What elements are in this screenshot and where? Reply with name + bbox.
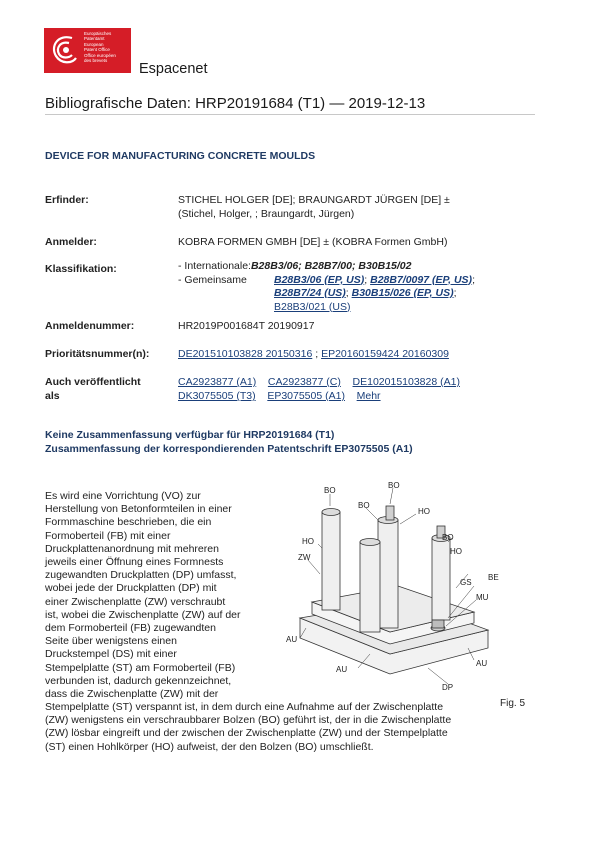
priority-value: DE201510103828 20150316 ; EP20160159424 20160309 [178,348,449,360]
priority-link-2[interactable]: EP20160159424 20160309 [321,348,449,360]
label-gs: GS [460,578,472,587]
classification-international: - Internationale:B28B3/06; B28B7/00; B30B15/02 [178,260,412,272]
classification-value: - Internationale:B28B3/06; B28B7/00; B30B15/02 - Gemeinsame B28B3/06 (EP, US); B28B7/0097 (EP, US); B28B7/24 (US); B30B15/026 (EP, US); B28B3/021 (US) [178,260,538,314]
figure-caption: Fig. 5 [500,698,526,709]
classification-international-codes: B28B3/06; B28B7/00; B30B15/02 [250,260,412,272]
label-au-2: AU [336,665,348,674]
more-link[interactable]: Mehr [356,390,381,402]
abstract-heading: Keine Zusammenfassung verfügbar für HRP20191684 (T1) Zusammenfassung der korrespondierenden Patentschrift EP3075505 (A1) [45,429,413,455]
cpc-link-4[interactable]: B30B15/026 (EP, US) [351,287,454,299]
also-published-value [178,375,538,403]
also-link-1[interactable]: CA2923877 (A1) [178,376,257,388]
classification-cooperative: - Gemeinsame B28B3/06 (EP, US); B28B7/0097 (EP, US); [178,273,475,286]
label-ho-2: HO [302,537,314,546]
label-au-3: AU [476,659,488,668]
label-au-1: AU [286,635,298,644]
document-title: DEVICE FOR MANUFACTURING CONCRETE MOULDS [45,150,316,162]
title-divider [45,114,535,115]
applicant-value: KOBRA FORMEN GMBH [DE] ± (KOBRA Formen GmbH) [178,236,448,248]
inventor-value [178,194,538,221]
priority-link-1[interactable]: DE201510103828 20150316 [178,348,313,360]
label-be: BE [488,573,499,582]
cpc-link-1[interactable]: B28B3/06 (EP, US) [274,273,365,286]
cpc-link-3[interactable]: B28B7/24 (US) [274,287,346,299]
epo-logo[interactable] [44,28,131,73]
label-ho-1: HO [418,507,430,516]
page-title: Bibliografische Daten: HRP20191684 (T1) — 2019-12-13 [45,95,426,112]
label-bo-4: BO [442,533,454,542]
epo-logo-text: Europäisches Patentamt European Patent Office Office européen des brevets [84,31,116,64]
abstract-text-wide: Stempelplatte (ST) verspannt ist, in dem durch eine Aufnahme auf der Zwischenplatte (ZW) wenigstens ein verschraubbarer Bolzen (BO) geführt ist, der in die Zwischenplatte (ZW) lösbar eingreift und der zwischen der Zwischenplatte (ZW) und der Stempelplatte (ST) einen Hohlkörper (HO) aufweist, der den Bolzen (BO) umschließt. [45,701,452,753]
also-link-5[interactable]: EP3075505 (A1) [267,390,345,402]
application-number-value: HR2019P001684T 20190917 [178,320,315,332]
label-bo-1: BO [324,486,336,495]
epo-logo-mark-icon [44,28,84,73]
cpc-link-5[interactable]: B28B3/021 (US) [274,300,351,313]
priority-label: Prioritätsnummer(n): [45,348,150,360]
inventor-line-2: (Stichel, Holger, ; Braungardt, Jürgen) [178,207,355,220]
classification-label: Klassifikation: [45,263,117,275]
also-link-3[interactable]: DE102015103828 (A1) [352,376,460,388]
inventor-label: Erfinder: [45,194,89,206]
label-bo-2: BO [388,481,400,490]
label-ho-3: HO [450,547,462,556]
label-dp: DP [442,683,454,692]
cpc-link-2[interactable]: B28B7/0097 (EP, US) [370,273,473,286]
patent-figure [278,478,540,714]
application-number-label: Anmeldenummer: [45,320,135,332]
applicant-label: Anmelder: [45,236,97,248]
label-zw: ZW [298,553,311,562]
abstract-text-narrow: Es wird eine Vorrichtung (VO) zur Herstellung von Betonformteilen in einer Formmaschine beschrieben, die ein Formoberteil (FB) mit einer Druckplattenanordnung mit mehreren jeweils einer Öffnung eines Formnests zugewandten Druckplatten (DP) umfasst, wobei jede der Druckplatten (DP) mit einer Zwischenplatte (ZW) verschraubt ist, wobei die Zwischenplatte (ZW) auf der dem Formoberteil (FB) zugewandten Seite über wenigstens einen Druckstempel (DS) mit einer Stempelplatte (ST) am Formoberteil (FB) verbunden ist, dadurch gekennzeichnet, dass die Zwischenplatte (ZW) mit der [45,490,241,701]
inventor-line-1: STICHEL HOLGER [DE]; BRAUNGARDT JÜRGEN [DE] ± [178,194,450,206]
also-link-4[interactable]: DK3075505 (T3) [178,390,256,402]
label-bo-3: BO [358,501,370,510]
also-published-label: Auch veröffentlicht als [45,376,141,402]
site-name: Espacenet [139,61,208,77]
also-link-2[interactable]: CA2923877 (C) [267,376,341,388]
label-mu: MU [476,593,489,602]
